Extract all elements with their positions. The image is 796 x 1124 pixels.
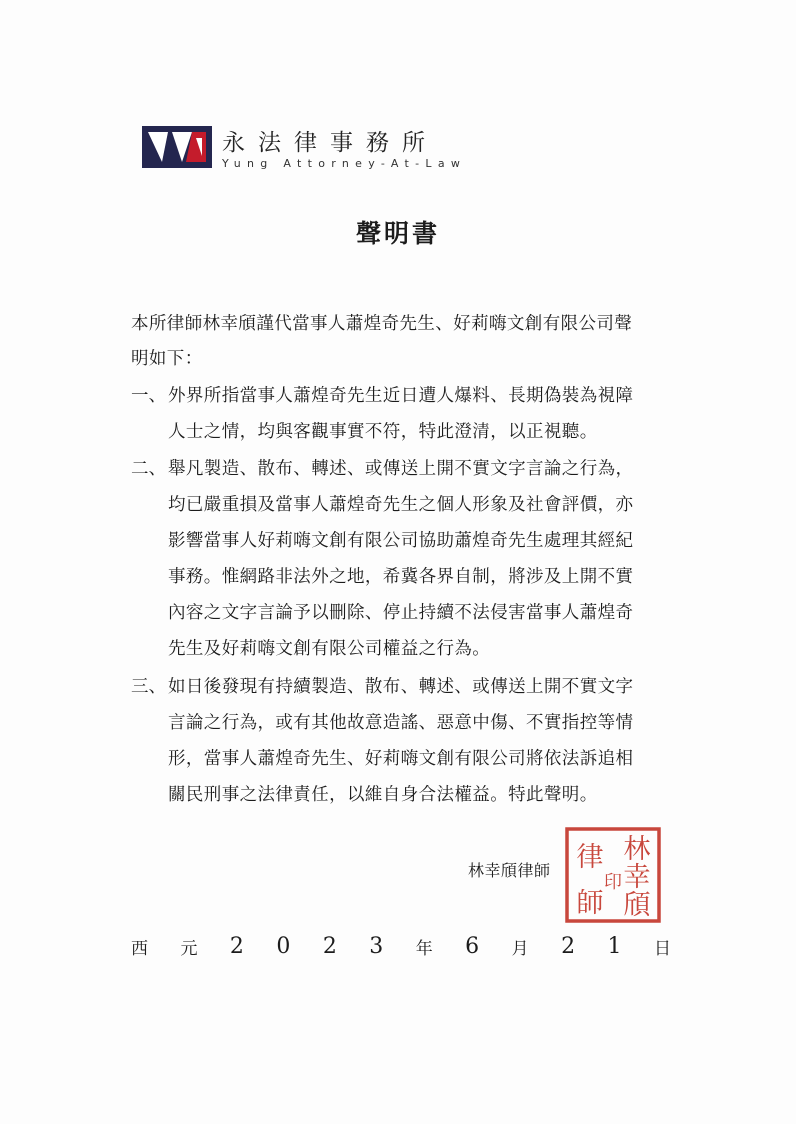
item-2-line-5: 內容之文字言論予以刪除、停止持續不法侵害當事人蕭煌奇: [168, 603, 634, 623]
item-2-line-2: 均已嚴重損及當事人蕭煌奇先生之個人形象及社會評價，亦: [168, 495, 634, 515]
date-digit: 2: [229, 933, 244, 959]
attorney-seal: [564, 826, 662, 924]
intro-line-1: 本所律師林幸頎謹代當事人蕭煌奇先生、好莉嗨文創有限公司聲: [131, 314, 633, 334]
svg-text:律: 律: [576, 842, 604, 873]
item-2-line-6: 先生及好莉嗨文創有限公司權益之行為。: [168, 639, 491, 659]
date-digit: 6: [465, 933, 480, 959]
item-3-line-4: 關民刑事之法律責任，以維自身合法權益。特此聲明。: [168, 785, 598, 805]
item-number-1: 一、: [131, 386, 166, 406]
date-char: 年: [415, 938, 433, 959]
item-3-line-2: 言論之行為，或有其他故意造謠、惡意中傷、不實指控等情: [168, 713, 634, 733]
svg-text:師: 師: [576, 888, 604, 919]
date-digit: 0: [276, 933, 291, 959]
date-char: 西: [131, 938, 148, 959]
svg-text:頎: 頎: [623, 890, 651, 921]
svg-text:林: 林: [623, 834, 651, 865]
item-number-3: 三、: [131, 677, 166, 697]
item-3-line-3: 形，當事人蕭煌奇先生、好莉嗨文創有限公司將依法訴追相: [168, 749, 634, 769]
date-line: [131, 933, 671, 959]
item-3-line-1: 如日後發現有持續製造、散布、轉述、或傳送上開不實文字: [168, 677, 634, 697]
document-title: 聲明書: [355, 219, 440, 248]
date-char: 日: [653, 938, 671, 959]
date-char: 月: [511, 938, 529, 959]
date-digit: 3: [369, 933, 384, 959]
date-digit: 2: [561, 933, 576, 959]
item-1-line-1: 外界所指當事人蕭煌奇先生近日遭人爆料、長期偽裝為視障: [168, 386, 634, 406]
item-1-line-2: 人士之情，均與客觀事實不符，特此澄清，以正視聽。: [168, 422, 598, 442]
firm-logo: [142, 126, 212, 168]
firm-name: 永法律事務所: [222, 130, 438, 156]
signer-name: 林幸頎律師: [468, 861, 551, 880]
intro-line-2: 明如下：: [131, 349, 203, 369]
svg-text:幸: 幸: [623, 862, 651, 893]
item-2-line-1: 舉凡製造、散布、轉述、或傳送上開不實文字言論之行為，: [168, 459, 634, 479]
item-number-2: 二、: [131, 459, 166, 479]
date-digit: 2: [322, 933, 337, 959]
firm-name-english: Yung Attorney-At-Law: [222, 157, 467, 170]
date-char: 元: [180, 938, 198, 959]
svg-text:印: 印: [604, 872, 622, 893]
date-digit: 1: [607, 933, 622, 959]
item-2-line-4: 事務。惟網路非法外之地，希冀各界自制，將涉及上開不實: [168, 567, 634, 587]
item-2-line-3: 影響當事人好莉嗨文創有限公司協助蕭煌奇先生處理其經紀: [168, 531, 634, 551]
